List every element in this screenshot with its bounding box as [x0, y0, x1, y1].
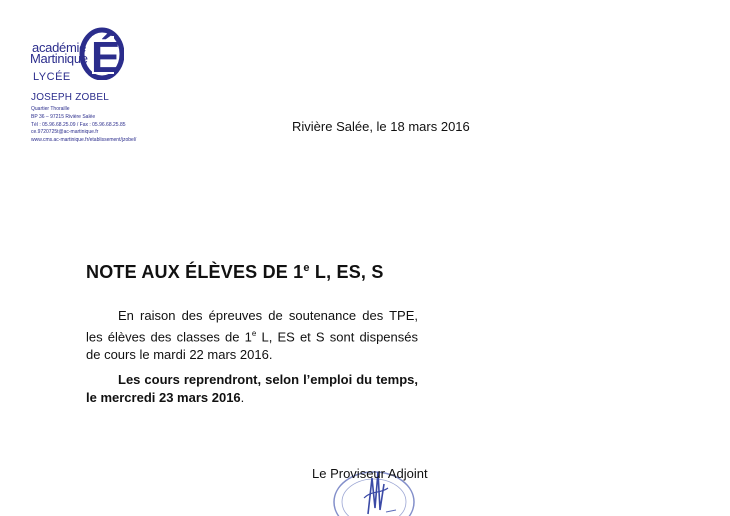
lycee-label: LYCÉE [33, 71, 71, 83]
para2-bold: Les cours reprendront, selon l’emploi du temps, le mercredi 23 mars 2016 [86, 372, 418, 405]
signature-title: Le Proviseur Adjoint [312, 466, 428, 481]
address-line: BP 36 – 97215 Rivière Salée [31, 113, 96, 120]
logo-e-letter: É [91, 33, 121, 80]
para1-ordinal: e [251, 329, 257, 338]
note-title [86, 262, 384, 283]
address-line: ce.9720725t@ac-martinique.fr [31, 129, 99, 136]
school-name: JOSEPH ZOBEL [31, 92, 109, 103]
official-stamp-signature [328, 450, 428, 516]
address-line: www.cms.ac-martinique.fr/etablissement/jzobel/ [31, 137, 137, 144]
title-suffix: L, ES, S [309, 262, 384, 282]
date-line: Rivière Salée, le 18 mars 2016 [292, 119, 470, 134]
title-prefix: NOTE AUX ÉLÈVES DE 1 [86, 262, 304, 282]
address-line: Quartier Thoraille [31, 106, 70, 112]
paragraph-resume [86, 371, 418, 407]
logo-region-text: Martinique [30, 51, 88, 66]
para1-end: L, ES et S sont dispensés de cours le mardi 22 mars 2016. [86, 329, 418, 363]
academie-logo [30, 22, 210, 92]
para1-start: En raison des épreuves de soutenance des TPE, les élèves des classes de 1 [86, 308, 418, 345]
logo-e-emblem [76, 22, 124, 80]
logo-academie-text: académie [32, 40, 86, 55]
title-ordinal: e [303, 262, 310, 274]
para2-end: . [240, 390, 245, 405]
school-address [31, 106, 201, 145]
address-line: Tél : 05.96.68.25.09 / Fax : 05.96.68.25.85 [31, 121, 126, 128]
paragraph-exams [86, 307, 418, 364]
